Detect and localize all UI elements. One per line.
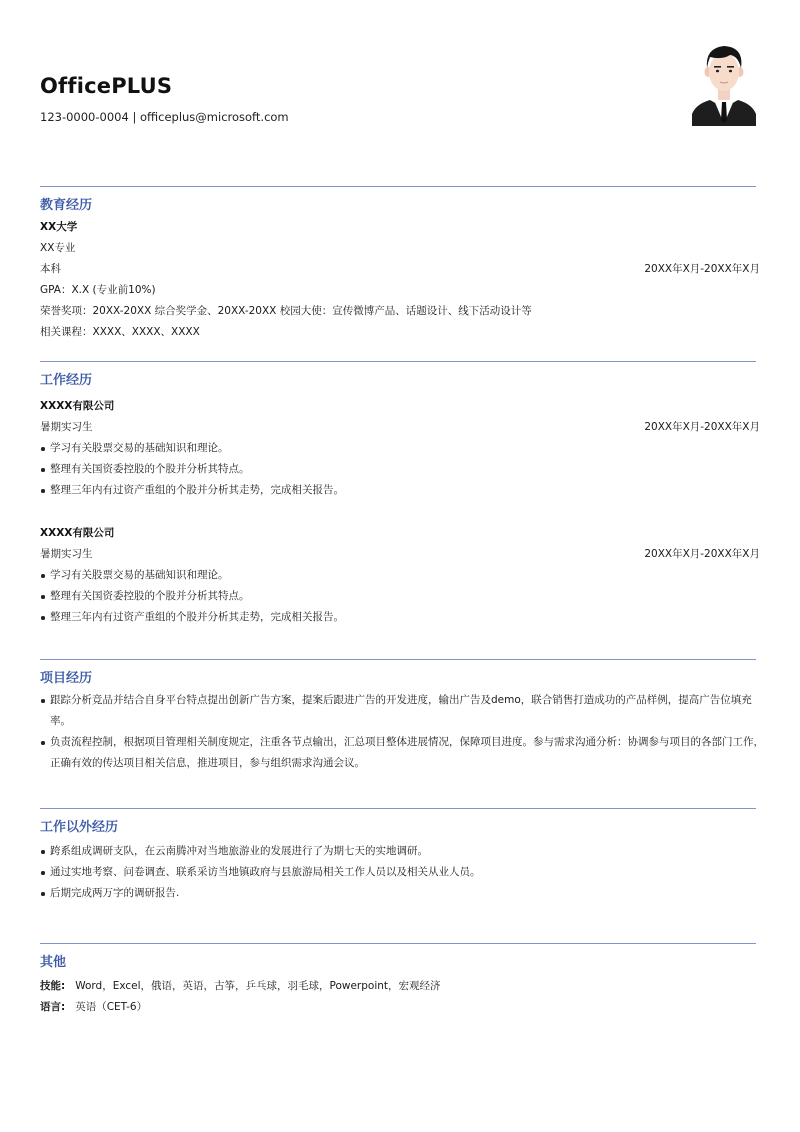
list-item: 负责流程控制，根据项目管理相关制度规定，注重各节点输出，汇总项目整体进展情况，保障项目进度。参与需求沟通分析：协调参与项目的各部门工作，正确有效的传达项目相关信息，推进项目，参与组织需求沟通会议。 xyxy=(40,732,770,774)
role-row xyxy=(40,544,760,565)
role-row xyxy=(40,417,760,438)
degree-row xyxy=(40,259,760,280)
company-name: XXXX有限公司 xyxy=(40,400,115,412)
education-section xyxy=(40,186,760,343)
work-title: 工作经历 xyxy=(40,373,93,388)
section-divider xyxy=(40,361,756,362)
outside-section xyxy=(40,808,760,904)
list-item: 学习有关股票交易的基础知识和理论。 xyxy=(40,565,760,586)
list-item: 整理三年内有过资产重组的个股并分析其走势，完成相关报告。 xyxy=(40,480,760,501)
list-item: 整理有关国资委控股的个股并分析其特点。 xyxy=(40,586,760,607)
section-divider xyxy=(40,186,756,187)
work-section xyxy=(40,361,760,628)
school-name: XX大学 xyxy=(40,221,78,233)
job-entry xyxy=(40,396,760,501)
courses: 相关课程：XXXX、XXXX、XXXX xyxy=(40,326,200,338)
projects-title: 项目经历 xyxy=(40,671,93,686)
language-value: 英语（CET-6） xyxy=(75,1001,148,1013)
outside-title: 工作以外经历 xyxy=(40,820,119,835)
projects-section xyxy=(40,659,764,774)
language-row xyxy=(40,997,760,1018)
contact-info: 123-0000-0004 | officeplus@microsoft.com xyxy=(40,110,289,124)
list-item: 跟踪分析竞品并结合自身平台特点提出创新广告方案，提案后跟进广告的开发进度，输出广告及demo，联合销售打造成功的产品样例，提高广告位填充率。 xyxy=(40,690,770,732)
degree: 本科 xyxy=(40,263,61,275)
education-title: 教育经历 xyxy=(40,198,93,213)
job-date: 20XX年X月-20XX年X月 xyxy=(644,421,760,433)
list-item: 后期完成两万字的调研报告. xyxy=(40,883,760,904)
company-name: XXXX有限公司 xyxy=(40,527,115,539)
list-item: 学习有关股票交易的基础知识和理论。 xyxy=(40,438,760,459)
section-divider xyxy=(40,659,756,660)
honors: 荣誉奖项：20XX-20XX 综合奖学金、20XX-20XX 校园大使：宣传微博产品、话题设计、线下活动设计等 xyxy=(40,305,532,317)
skills-label: 技能: xyxy=(40,980,66,992)
avatar xyxy=(692,42,756,126)
other-title: 其他 xyxy=(40,955,67,970)
gpa: GPA：X.X (专业前10%) xyxy=(40,284,156,296)
job-entry xyxy=(40,523,760,628)
job-role: 暑期实习生 xyxy=(40,548,93,560)
candidate-name: OfficePLUS xyxy=(40,74,173,98)
list-item: 通过实地考察、问卷调查、联系采访当地镇政府与县旅游局相关工作人员以及相关从业人员。 xyxy=(40,862,760,883)
job-date: 20XX年X月-20XX年X月 xyxy=(644,548,760,560)
list-item: 整理三年内有过资产重组的个股并分析其走势，完成相关报告。 xyxy=(40,607,760,628)
language-label: 语言: xyxy=(40,1001,66,1013)
list-item: 跨系组成调研支队，在云南腾冲对当地旅游业的发展进行了为期七天的实地调研。 xyxy=(40,841,760,862)
major: XX专业 xyxy=(40,242,76,254)
skills-value: Word，Excel，俄语，英语，古筝，乒乓球，羽毛球，Powerpoint，宏观经济 xyxy=(75,980,441,992)
skills-row xyxy=(40,976,760,997)
section-divider xyxy=(40,943,756,944)
list-item: 整理有关国资委控股的个股并分析其特点。 xyxy=(40,459,760,480)
section-divider xyxy=(40,808,756,809)
education-date: 20XX年X月-20XX年X月 xyxy=(644,263,760,275)
other-section xyxy=(40,943,760,1018)
job-role: 暑期实习生 xyxy=(40,421,93,433)
